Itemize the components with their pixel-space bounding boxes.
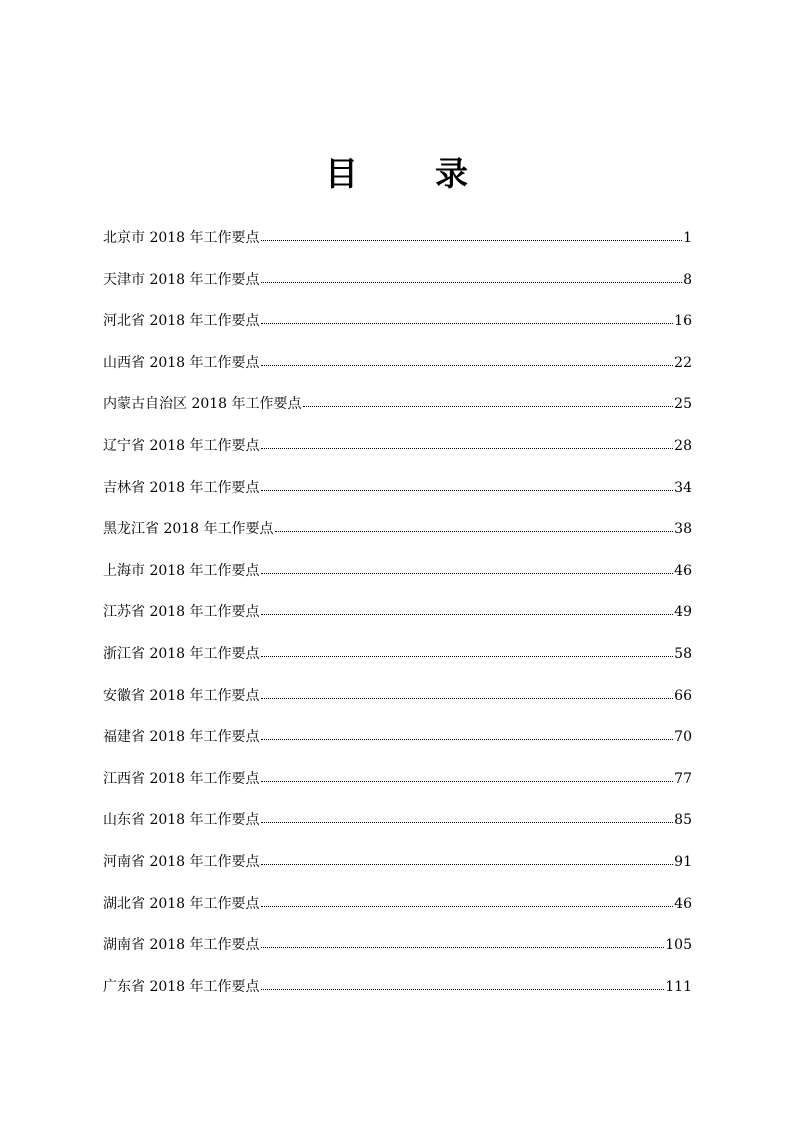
toc-entry-page: 58 xyxy=(674,645,692,662)
toc-entry-label: 内蒙古自治区 2018 年工作要点 xyxy=(103,396,302,413)
toc-entry[interactable] xyxy=(103,765,692,807)
toc-entry-page: 91 xyxy=(674,853,692,870)
toc-dot-leader xyxy=(261,270,683,284)
table-of-contents xyxy=(103,224,692,1014)
toc-entry-page: 1 xyxy=(683,230,692,246)
toc-entry-label: 山西省 2018 年工作要点 xyxy=(103,354,260,371)
toc-entry[interactable] xyxy=(103,890,692,932)
toc-entry-page: 105 xyxy=(665,937,692,954)
toc-entry-label: 北京市 2018 年工作要点 xyxy=(103,230,260,246)
toc-entry-label: 湖南省 2018 年工作要点 xyxy=(103,937,260,954)
toc-entry[interactable] xyxy=(103,349,692,391)
toc-entry-label: 上海市 2018 年工作要点 xyxy=(103,562,260,579)
toc-entry-page: 34 xyxy=(674,479,692,496)
toc-entry-label: 辽宁省 2018 年工作要点 xyxy=(103,437,260,454)
toc-entry-label: 福建省 2018 年工作要点 xyxy=(103,729,260,746)
toc-entry-page: 22 xyxy=(674,354,692,371)
toc-entry-page: 70 xyxy=(674,729,692,746)
toc-entry[interactable] xyxy=(103,474,692,516)
toc-dot-leader xyxy=(261,686,674,700)
toc-entry-label: 安徽省 2018 年工作要点 xyxy=(103,687,260,704)
toc-entry[interactable] xyxy=(103,515,692,557)
toc-dot-leader xyxy=(261,769,674,783)
toc-dot-leader xyxy=(261,311,674,325)
toc-entry-page: 49 xyxy=(674,604,692,621)
toc-entry-page: 28 xyxy=(674,437,692,454)
toc-dot-leader xyxy=(261,852,674,866)
toc-entry-label: 天津市 2018 年工作要点 xyxy=(103,271,260,288)
toc-dot-leader xyxy=(261,478,674,492)
toc-entry-page: 77 xyxy=(674,770,692,787)
toc-entry-page: 46 xyxy=(674,895,692,912)
toc-entry[interactable] xyxy=(103,557,692,599)
toc-entry[interactable] xyxy=(103,307,692,349)
toc-entry-page: 38 xyxy=(674,521,692,538)
toc-entry-label: 黑龙江省 2018 年工作要点 xyxy=(103,521,274,538)
toc-dot-leader xyxy=(261,727,674,741)
toc-entry-label: 江苏省 2018 年工作要点 xyxy=(103,604,260,621)
toc-entry[interactable] xyxy=(103,682,692,724)
toc-dot-leader xyxy=(261,894,674,908)
toc-entry[interactable] xyxy=(103,266,692,308)
toc-entry[interactable] xyxy=(103,806,692,848)
toc-dot-leader xyxy=(261,561,674,575)
toc-entry-page: 111 xyxy=(665,978,692,995)
toc-dot-leader xyxy=(261,436,674,450)
toc-entry-label: 广东省 2018 年工作要点 xyxy=(103,978,260,995)
toc-entry-page: 46 xyxy=(674,562,692,579)
toc-dot-leader xyxy=(261,935,665,949)
toc-entry-label: 湖北省 2018 年工作要点 xyxy=(103,895,260,912)
toc-dot-leader xyxy=(303,394,674,408)
toc-entry-page: 85 xyxy=(674,812,692,829)
toc-entry-page: 16 xyxy=(674,313,692,330)
toc-entry[interactable] xyxy=(103,598,692,640)
page-title: 目 录 xyxy=(325,154,490,193)
toc-dot-leader xyxy=(261,810,674,824)
toc-dot-leader xyxy=(261,644,674,658)
toc-entry[interactable] xyxy=(103,224,692,266)
toc-entry[interactable] xyxy=(103,640,692,682)
toc-entry[interactable] xyxy=(103,973,692,1015)
toc-entry-label: 江西省 2018 年工作要点 xyxy=(103,770,260,787)
toc-entry-label: 吉林省 2018 年工作要点 xyxy=(103,479,260,496)
toc-entry-label: 河南省 2018 年工作要点 xyxy=(103,853,260,870)
toc-dot-leader xyxy=(261,602,674,616)
toc-entry[interactable] xyxy=(103,432,692,474)
toc-entry[interactable] xyxy=(103,848,692,890)
toc-entry[interactable] xyxy=(103,723,692,765)
toc-dot-leader xyxy=(275,519,674,533)
toc-entry-label: 浙江省 2018 年工作要点 xyxy=(103,645,260,662)
toc-entry-page: 25 xyxy=(674,396,692,413)
toc-entry-label: 山东省 2018 年工作要点 xyxy=(103,812,260,829)
toc-entry[interactable] xyxy=(103,931,692,973)
toc-dot-leader xyxy=(261,977,665,991)
toc-entry[interactable] xyxy=(103,390,692,432)
toc-entry-page: 66 xyxy=(674,687,692,704)
toc-dot-leader xyxy=(261,228,683,242)
toc-dot-leader xyxy=(261,353,674,367)
toc-entry-label: 河北省 2018 年工作要点 xyxy=(103,313,260,330)
toc-entry-page: 8 xyxy=(683,271,692,288)
